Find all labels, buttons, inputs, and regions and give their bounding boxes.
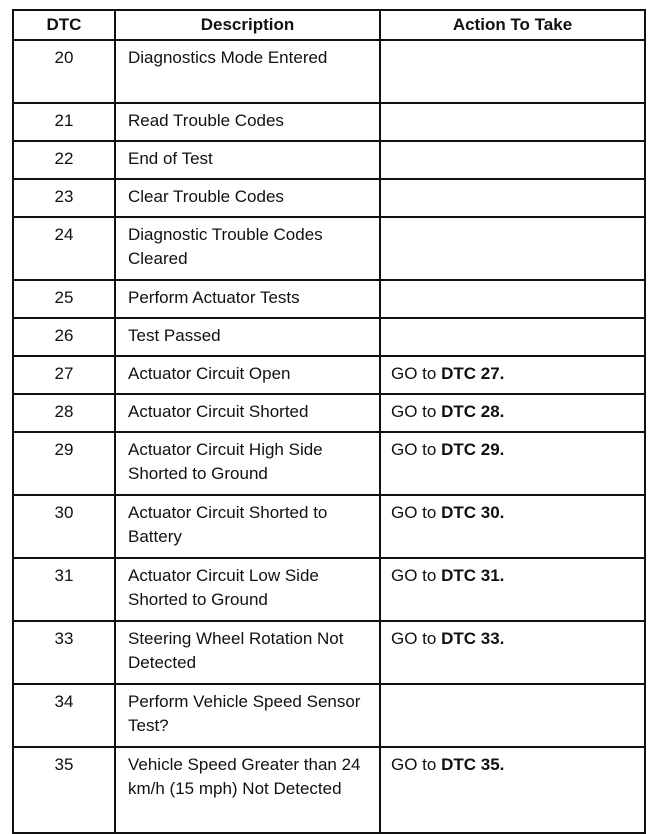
action-code: DTC 29. — [441, 440, 505, 459]
dtc-code: 26 — [13, 318, 115, 356]
dtc-action — [380, 318, 645, 356]
dtc-code: 31 — [13, 558, 115, 621]
dtc-description: Actuator Circuit High Side Shorted to Ground — [115, 432, 380, 495]
dtc-action — [380, 495, 645, 558]
table-row — [13, 495, 645, 558]
dtc-action — [380, 558, 645, 621]
action-code: DTC 27. — [441, 364, 505, 383]
action-prefix: GO to — [391, 566, 437, 585]
table-row — [13, 356, 645, 394]
dtc-action — [380, 621, 645, 684]
dtc-action — [380, 356, 645, 394]
dtc-description: Read Trouble Codes — [115, 103, 380, 141]
dtc-code: 35 — [13, 747, 115, 833]
table-row — [13, 280, 645, 318]
header-action: Action To Take — [380, 10, 645, 40]
action-prefix: GO to — [391, 503, 437, 522]
dtc-description: End of Test — [115, 141, 380, 179]
action-prefix: GO to — [391, 402, 437, 421]
table-row — [13, 217, 645, 280]
dtc-description: Clear Trouble Codes — [115, 179, 380, 217]
header-dtc: DTC — [13, 10, 115, 40]
table-row — [13, 432, 645, 495]
table-row — [13, 394, 645, 432]
dtc-description: Actuator Circuit Shorted — [115, 394, 380, 432]
dtc-code: 23 — [13, 179, 115, 217]
dtc-code: 27 — [13, 356, 115, 394]
dtc-action — [380, 684, 645, 747]
table-row — [13, 558, 645, 621]
dtc-description: Diagnostics Mode Entered — [115, 40, 380, 103]
action-code: DTC 28. — [441, 402, 505, 421]
table-row — [13, 141, 645, 179]
action-prefix: GO to — [391, 364, 437, 383]
table-row — [13, 103, 645, 141]
dtc-action — [380, 179, 645, 217]
dtc-table — [12, 9, 646, 834]
table-row — [13, 747, 645, 833]
action-code: DTC 30. — [441, 503, 505, 522]
action-prefix: GO to — [391, 629, 437, 648]
dtc-action — [380, 394, 645, 432]
dtc-description: Actuator Circuit Low Side Shorted to Ground — [115, 558, 380, 621]
action-code: DTC 31. — [441, 566, 505, 585]
action-prefix: GO to — [391, 440, 437, 459]
dtc-action — [380, 432, 645, 495]
action-code: DTC 33. — [441, 629, 505, 648]
dtc-description: Steering Wheel Rotation Not Detected — [115, 621, 380, 684]
dtc-description: Diagnostic Trouble Codes Cleared — [115, 217, 380, 280]
table-row — [13, 684, 645, 747]
dtc-code: 22 — [13, 141, 115, 179]
dtc-action — [380, 103, 645, 141]
dtc-action — [380, 217, 645, 280]
table-row — [13, 40, 645, 103]
action-prefix: GO to — [391, 755, 437, 774]
dtc-description: Test Passed — [115, 318, 380, 356]
dtc-code: 21 — [13, 103, 115, 141]
dtc-description: Actuator Circuit Shorted to Battery — [115, 495, 380, 558]
table-row — [13, 621, 645, 684]
dtc-action — [380, 280, 645, 318]
dtc-code: 25 — [13, 280, 115, 318]
header-row — [13, 10, 645, 40]
dtc-action — [380, 40, 645, 103]
dtc-description: Perform Actuator Tests — [115, 280, 380, 318]
table-header — [13, 10, 645, 40]
table-row — [13, 179, 645, 217]
dtc-description: Vehicle Speed Greater than 24 km/h (15 mph) Not Detected — [115, 747, 380, 833]
action-code: DTC 35. — [441, 755, 505, 774]
dtc-code: 28 — [13, 394, 115, 432]
dtc-action — [380, 747, 645, 833]
dtc-code: 34 — [13, 684, 115, 747]
dtc-description: Perform Vehicle Speed Sensor Test? — [115, 684, 380, 747]
dtc-action — [380, 141, 645, 179]
dtc-code: 29 — [13, 432, 115, 495]
table-body — [13, 40, 645, 833]
dtc-code: 20 — [13, 40, 115, 103]
dtc-description: Actuator Circuit Open — [115, 356, 380, 394]
header-description: Description — [115, 10, 380, 40]
dtc-code: 24 — [13, 217, 115, 280]
dtc-code: 33 — [13, 621, 115, 684]
dtc-code: 30 — [13, 495, 115, 558]
table-row — [13, 318, 645, 356]
